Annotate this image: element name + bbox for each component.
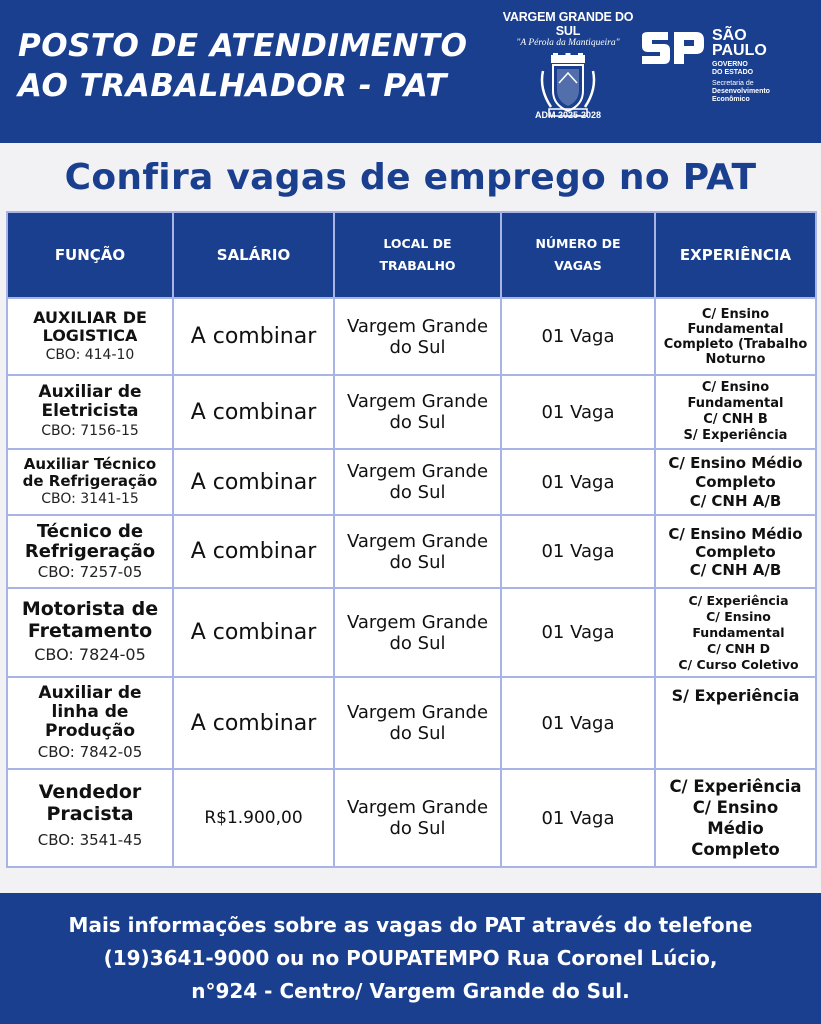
experiencia-line: C/ CNH A/B bbox=[689, 560, 782, 579]
header-local-line1: LOCAL DE bbox=[383, 236, 452, 251]
header-banner bbox=[0, 0, 821, 143]
cell-vagas: 01 Vaga bbox=[501, 769, 655, 867]
sp-sec-line3: Econômico bbox=[712, 96, 750, 103]
cell-salario: A combinar bbox=[173, 375, 334, 449]
funcao-line: de Refrigeração bbox=[22, 472, 158, 490]
sp-logo-icon bbox=[640, 30, 706, 66]
cell-funcao bbox=[7, 677, 173, 769]
cell-experiencia bbox=[655, 677, 816, 769]
cbo-code: CBO: 7156-15 bbox=[41, 423, 139, 439]
admin-period: ADM 2025-2028 bbox=[534, 110, 602, 120]
experiencia-line: Fundamental bbox=[692, 624, 785, 640]
funcao-line: Fretamento bbox=[27, 619, 153, 642]
cell-vagas: 01 Vaga bbox=[501, 298, 655, 375]
sao-paulo-government-logo bbox=[640, 28, 800, 118]
cell-experiencia bbox=[655, 375, 816, 449]
funcao-line: Eletricista bbox=[41, 401, 139, 421]
funcao-line: Auxiliar de bbox=[38, 682, 142, 703]
funcao-line: Motorista de bbox=[21, 597, 159, 620]
table-row bbox=[7, 588, 816, 677]
funcao-line: AUXILIAR DE bbox=[33, 307, 147, 327]
cbo-code: CBO: 7824-05 bbox=[34, 644, 146, 664]
experiencia-line: C/ Ensino bbox=[706, 608, 771, 624]
cell-local bbox=[334, 515, 501, 588]
sp-logo-text bbox=[712, 28, 770, 104]
city-crest-logo bbox=[500, 10, 636, 128]
experiencia-line: C/ Curso Coletivo bbox=[678, 656, 799, 672]
header-title bbox=[18, 26, 467, 106]
cell-experiencia bbox=[655, 449, 816, 515]
header-salario: SALÁRIO bbox=[173, 212, 334, 298]
funcao-line: LOGISTICA bbox=[42, 325, 138, 345]
sp-name-line2: PAULO bbox=[712, 42, 767, 59]
experiencia-line: S/ Experiência bbox=[671, 686, 800, 705]
sp-gov-line1: GOVERNO bbox=[712, 61, 748, 68]
experiencia-line: Médio bbox=[707, 819, 764, 838]
cell-vagas: 01 Vaga bbox=[501, 375, 655, 449]
city-name: VARGEM GRANDE DO SUL bbox=[502, 10, 634, 38]
local-line: do Sul bbox=[389, 482, 446, 503]
cell-experiencia bbox=[655, 298, 816, 375]
table-row bbox=[7, 298, 816, 375]
header-experiencia: EXPERIÊNCIA bbox=[655, 212, 816, 298]
cell-salario: A combinar bbox=[173, 449, 334, 515]
cbo-code: CBO: 414-10 bbox=[45, 346, 135, 363]
funcao-line: linha de bbox=[51, 701, 129, 722]
footer-line1: Mais informações sobre as vagas do PAT através do telefone bbox=[68, 913, 753, 937]
cell-local bbox=[334, 375, 501, 449]
experiencia-line: C/ CNH D bbox=[707, 640, 770, 656]
footer-banner bbox=[0, 893, 821, 1024]
funcao-line: Vendedor bbox=[38, 781, 142, 803]
cell-funcao bbox=[7, 449, 173, 515]
cell-local bbox=[334, 298, 501, 375]
city-motto: "A Pérola da Mantiqueira" bbox=[516, 38, 620, 48]
experiencia-line: C/ Ensino Médio bbox=[668, 524, 803, 543]
experiencia-line: C/ CNH B bbox=[703, 412, 768, 427]
header-funcao: FUNÇÃO bbox=[7, 212, 173, 298]
experiencia-line: Completo (Trabalho bbox=[663, 336, 808, 352]
experiencia-line: C/ Experiência bbox=[669, 777, 802, 796]
experiencia-line: Completo bbox=[695, 542, 776, 561]
cell-experiencia bbox=[655, 588, 816, 677]
local-line: do Sul bbox=[389, 723, 446, 744]
cell-local bbox=[334, 677, 501, 769]
cell-salario: A combinar bbox=[173, 588, 334, 677]
job-vacancies-table bbox=[6, 211, 817, 868]
cell-experiencia bbox=[655, 769, 816, 867]
funcao-line: Auxiliar de bbox=[38, 382, 142, 402]
funcao-line: Produção bbox=[44, 720, 136, 741]
experiencia-line: Fundamental bbox=[687, 396, 784, 411]
header-local bbox=[334, 212, 501, 298]
local-line: Vargem Grande bbox=[346, 315, 489, 337]
table-header-row bbox=[7, 212, 816, 298]
cell-vagas: 01 Vaga bbox=[501, 677, 655, 769]
local-line: Vargem Grande bbox=[346, 702, 489, 723]
header-title-line1: POSTO DE ATENDIMENTO bbox=[18, 28, 468, 64]
page-title: Confira vagas de emprego no PAT bbox=[64, 157, 757, 198]
local-line: do Sul bbox=[389, 818, 446, 839]
experiencia-line: Fundamental bbox=[687, 321, 784, 337]
cell-vagas: 01 Vaga bbox=[501, 449, 655, 515]
header-vagas-line1: NÚMERO DE bbox=[535, 236, 621, 251]
cell-local bbox=[334, 449, 501, 515]
cell-funcao bbox=[7, 375, 173, 449]
cell-funcao bbox=[7, 769, 173, 867]
local-line: Vargem Grande bbox=[346, 530, 489, 552]
sp-sec-line2: Desenvolvimento bbox=[712, 88, 770, 95]
sp-name-line1: SÃO bbox=[712, 27, 747, 44]
local-line: Vargem Grande bbox=[346, 797, 489, 818]
cell-salario: R$1.900,00 bbox=[173, 769, 334, 867]
sp-gov-line2: DO ESTADO bbox=[712, 69, 754, 76]
cell-local bbox=[334, 769, 501, 867]
header-title-line2: AO TRABALHADOR - PAT bbox=[18, 68, 447, 104]
local-line: Vargem Grande bbox=[346, 391, 489, 412]
funcao-line: Técnico de bbox=[36, 520, 144, 542]
cell-vagas: 01 Vaga bbox=[501, 588, 655, 677]
header-vagas bbox=[501, 212, 655, 298]
cbo-code: CBO: 7842-05 bbox=[37, 742, 143, 761]
cell-funcao bbox=[7, 298, 173, 375]
table-row bbox=[7, 375, 816, 449]
cell-salario: A combinar bbox=[173, 298, 334, 375]
cell-funcao bbox=[7, 588, 173, 677]
cell-salario: A combinar bbox=[173, 677, 334, 769]
experiencia-line: C/ Ensino bbox=[701, 380, 770, 395]
table-row bbox=[7, 769, 816, 867]
table-row bbox=[7, 449, 816, 515]
local-line: do Sul bbox=[389, 336, 446, 358]
experiencia-line: C/ Ensino Médio bbox=[668, 453, 803, 472]
cell-salario: A combinar bbox=[173, 515, 334, 588]
cell-funcao bbox=[7, 515, 173, 588]
funcao-line: Pracista bbox=[46, 803, 134, 825]
cbo-code: CBO: 7257-05 bbox=[37, 562, 143, 581]
experiencia-line: Completo bbox=[695, 472, 776, 491]
table-row bbox=[7, 677, 816, 769]
funcao-line: Auxiliar Técnico bbox=[23, 455, 157, 473]
cell-vagas: 01 Vaga bbox=[501, 515, 655, 588]
experiencia-line: C/ Ensino bbox=[701, 306, 770, 322]
sp-sec-line1: Secretaria de bbox=[712, 80, 754, 87]
experiencia-line: C/ CNH A/B bbox=[689, 491, 782, 510]
footer-line3: n°924 - Centro/ Vargem Grande do Sul. bbox=[191, 979, 630, 1003]
experiencia-line: C/ Experiência bbox=[688, 592, 789, 608]
experiencia-line: Completo bbox=[691, 840, 780, 859]
cbo-code: CBO: 3541-45 bbox=[37, 831, 143, 849]
footer-line2: (19)3641-9000 ou no POUPATEMPO Rua Coronel Lúcio, bbox=[103, 946, 718, 970]
local-line: do Sul bbox=[389, 412, 446, 433]
experiencia-line: Noturno bbox=[705, 351, 766, 367]
local-line: do Sul bbox=[389, 632, 446, 654]
header-vagas-line2: VAGAS bbox=[554, 258, 602, 273]
experiencia-line: C/ Ensino bbox=[692, 798, 779, 817]
cell-experiencia bbox=[655, 515, 816, 588]
header-local-line2: TRABALHO bbox=[379, 258, 456, 273]
cbo-code: CBO: 3141-15 bbox=[41, 491, 139, 507]
local-line: do Sul bbox=[389, 551, 446, 573]
local-line: Vargem Grande bbox=[346, 611, 489, 633]
local-line: Vargem Grande bbox=[346, 461, 489, 482]
funcao-line: Refrigeração bbox=[24, 540, 156, 562]
table-row bbox=[7, 515, 816, 588]
experiencia-line: S/ Experiência bbox=[683, 428, 788, 443]
cell-local bbox=[334, 588, 501, 677]
